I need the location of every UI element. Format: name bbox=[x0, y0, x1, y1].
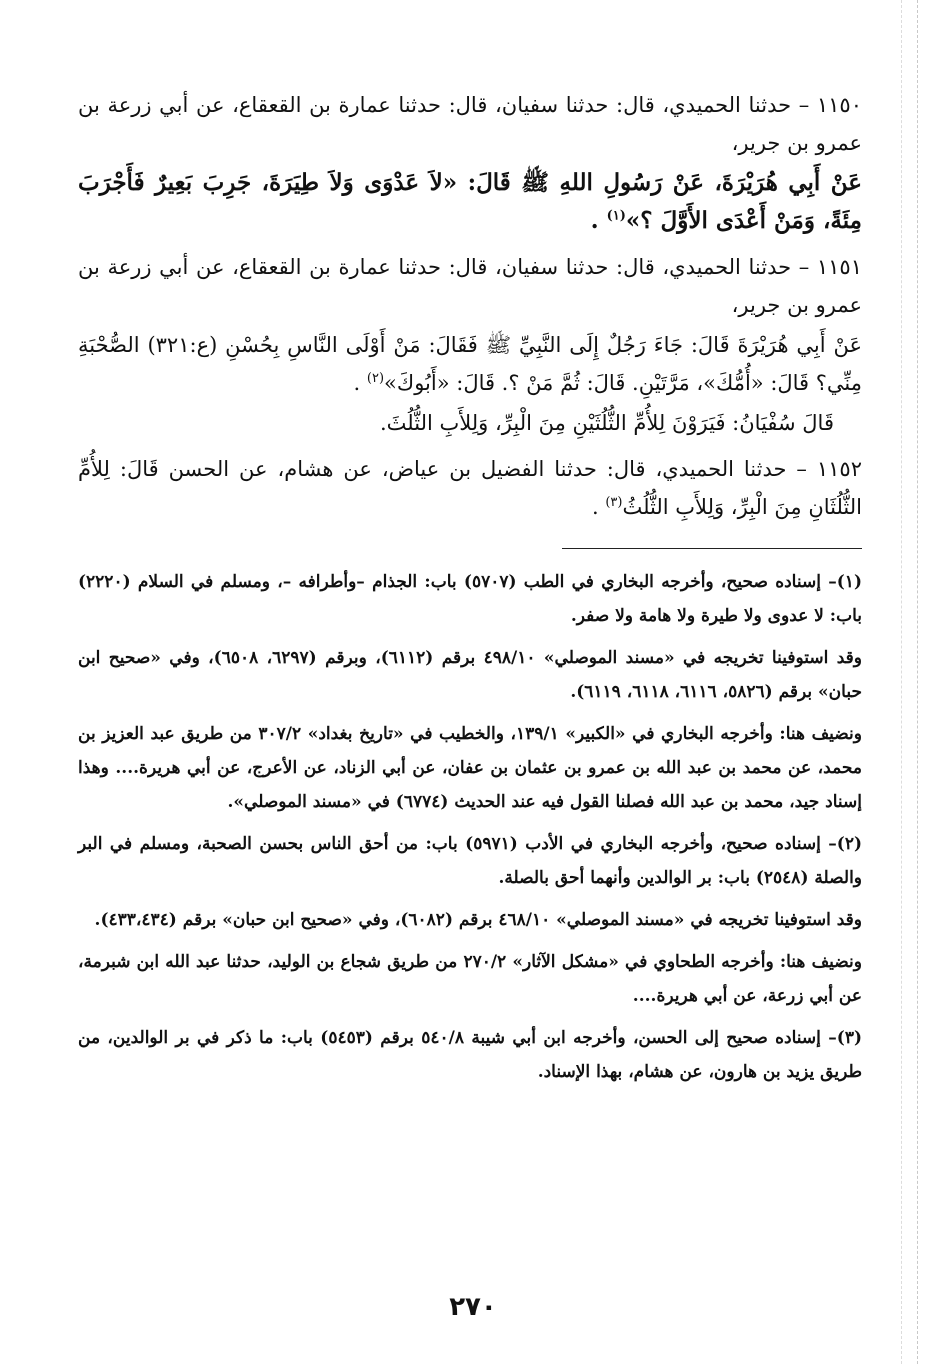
footnote-2: (٢)– إسناده صحيح، وأخرجه البخاري في الأدب (٥٩٧١) باب: من أحق الناس بحسن الصحبة، ومسلم في البر والصلة (٢٥٤٨) باب: بر الوالدين وأنهما أحق بالصلة. bbox=[78, 834, 862, 888]
page-edge-line bbox=[901, 0, 902, 1364]
footnote-1: (١)– إسناده صحيح، وأخرجه البخاري في الطب (٥٧٠٧) باب: الجذام –وأطرافه –، ومسلم في السلام (٢٢٢٠) باب: لا عدوى ولا طيرة ولا هامة ولا صفر. bbox=[78, 572, 862, 626]
hadith-1152: ١١٥٢ – حدثنا الحميدي، قال: حدثنا الفضيل بن عياض، عن هشام، عن الحسن قَالَ: لِلأُمِّ الثُّلُثَانِ مِنَ الْبِرِّ، وَلِلأَبِ الثُّلُثُ$^{(٣)}$ . bbox=[78, 457, 862, 519]
hadith-1150-isnad bbox=[78, 86, 862, 162]
footnote-divider bbox=[562, 548, 862, 549]
hadith-1150-matn: عَنْ أَبِي هُرَيْرَةَ، عَنْ رَسُولِ اللهِ ﷺ قَالَ: «لاَ عَدْوَى وَلاَ طِيَرَةَ، جَرِبَ بَعِيرٌ فَأَجْرَبَ مِئَةً، وَمَنْ أَعْدَى الأَوَّلَ ؟»$^{(١)}$ . bbox=[78, 169, 862, 234]
hadith-1151-isnad bbox=[78, 248, 862, 324]
page-number: ٢٧٠ bbox=[449, 1292, 497, 1322]
hadith-1151-sufyan-text: قَالَ سُفْيَانُ: فَيَرَوْنَ لِلأُمِّ الثُّلُثَيْنِ مِنَ الْبِرِّ، وَلِلأَبِ الثُّلُثَ. bbox=[379, 411, 834, 435]
footnote-1-extra: وقد استوفينا تخريجه في «مسند الموصلي» ٤٩٨/١٠ برقم (٦١١٢)، وبرقم (٦٢٩٧، ٦٥٠٨)، وفي «صحيح ابن حبان» برقم (٥٨٢٦، ٦١١٦، ٦١١٨، ٦١١٩). bbox=[78, 648, 863, 702]
footnote-ref-1: (١) bbox=[606, 208, 626, 224]
footnote-ref-2: (٢) bbox=[366, 371, 385, 386]
footnotes bbox=[78, 565, 862, 1089]
footnote-2-extra: وقد استوفينا تخريجه في «مسند الموصلي» ٤٦٨/١٠ برقم (٦٠٨٢)، وفي «صحيح ابن حبان» برقم (٤٣٣،٤٣٤). bbox=[94, 910, 862, 930]
hadith-1150-isnad-text: ١١٥٠ – حدثنا الحميدي، قال: حدثنا سفيان، قال: حدثنا عمارة بن القعقاع، عن أبي زرعة بن عمرو بن جرير، bbox=[78, 93, 862, 155]
book-page bbox=[78, 86, 862, 1097]
hadith-1151-sufyan bbox=[78, 404, 862, 442]
main-text bbox=[78, 86, 862, 526]
hadith-1151-matn: عَنْ أَبِي هُرَيْرَةَ قَالَ: جَاءَ رَجُلٌ إِلَى النَّبِيِّ ﷺ فَقَالَ: مَنْ أَوْلَى النَّاسِ بِحُسْنِ (ع:٣٢١) الصُّحْبَةِ مِنِّي؟ قَالَ: «أُمُّكَ»، مَرَّتَيْنِ. قَالَ: ثُمَّ مَنْ ؟. قَالَ: «أَبُوكَ»$^{(٢)}$ . bbox=[78, 333, 862, 395]
footnote-1-addendum: ونضيف هنا: وأخرجه البخاري في «الكبير» ١٣٩/١، والخطيب في «تاريخ بغداد» ٣٠٧/٢ من طريق عبد العزيز بن محمد، عن محمد بن عبد الله بن عمرو بن عثمان بن عفان، عن أبي الزناد، عن الأعرج، عن أبي هريرة.... وهذا إسناد جيد، محمد بن عبد الله فصلنا القول فيه عند الحديث (٦٧٧٤) في «مسند الموصلي». bbox=[78, 724, 862, 812]
footnote-3: (٣)– إسناده صحيح إلى الحسن، وأخرجه ابن أبي شيبة ٥٤٠/٨ برقم (٥٤٥٣) باب: ما ذكر في بر الوالدين، من طريق يزيد بن هارون، عن هشام، بهذا الإسناد. bbox=[78, 1028, 862, 1082]
hadith-1150-matn-text: عَنْ أَبِي هُرَيْرَةَ، عَنْ رَسُولِ اللهِ ﷺ قَالَ: «لاَ عَدْوَى وَلاَ طِيَرَةَ، جَرِبَ بَعِيرٌ فَأَجْرَبَ مِئَةً، وَمَنْ أَعْدَى الأَوَّلَ ؟» bbox=[78, 169, 862, 234]
footnote-2-addendum: ونضيف هنا: وأخرجه الطحاوي في «مشكل الآثار» ٢٧٠/٢ من طريق شجاع بن الوليد، حدثنا عبد الله ابن شبرمة، عن أبي زرعة، عن أبي هريرة.... bbox=[78, 952, 862, 1006]
footnote-ref-3: (٣) bbox=[605, 495, 623, 510]
hadith-1151-matn-text: عَنْ أَبِي هُرَيْرَةَ قَالَ: جَاءَ رَجُلٌ إِلَى النَّبِيِّ ﷺ فَقَالَ: مَنْ أَوْلَى النَّاسِ بِحُسْنِ (ع:٣٢١) الصُّحْبَةِ مِنِّي؟ قَالَ: «أُمُّكَ»، مَرَّتَيْنِ. قَالَ: ثُمَّ مَنْ ؟. قَالَ: «أَبُوكَ» bbox=[78, 333, 862, 395]
page-edge-line bbox=[917, 0, 918, 1364]
hadith-1151-isnad-text: ١١٥١ – حدثنا الحميدي، قال: حدثنا سفيان، قال: حدثنا عمارة بن القعقاع، عن أبي زرعة بن عمرو بن جرير، bbox=[78, 255, 862, 317]
hadith-1152-text: ١١٥٢ – حدثنا الحميدي، قال: حدثنا الفضيل بن عياض، عن هشام، عن الحسن قَالَ: لِلأُمِّ الثُّلُثَانِ مِنَ الْبِرِّ، وَلِلأَبِ الثُّلُثُ bbox=[78, 457, 862, 519]
